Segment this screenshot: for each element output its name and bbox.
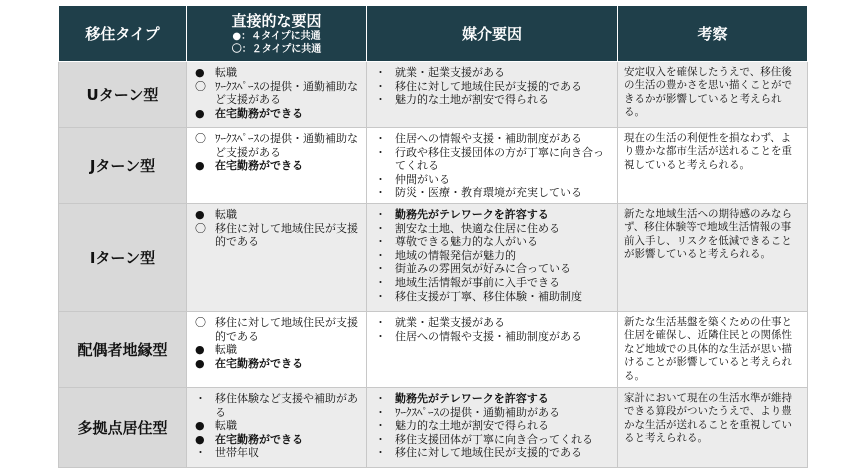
- list-item-text: 割安な土地、快適な住居に住める: [395, 221, 560, 235]
- discussion-text: 安定収入を確保したうえで、移住後の生活の豊かさを思い描くことができるかが影響していると考えられる。: [624, 66, 792, 119]
- discussion-cell: [618, 204, 808, 312]
- table-row: [59, 128, 808, 204]
- bullet-mark: ・: [375, 432, 386, 446]
- list-item: [373, 132, 611, 146]
- direct-factors-list: [187, 312, 366, 372]
- table-row: [59, 62, 808, 128]
- list-item: [373, 330, 611, 344]
- migration-type-label: Uターン型: [59, 62, 187, 128]
- list-item: [193, 222, 360, 249]
- list-item: [193, 446, 360, 460]
- list-item-text: 住居への情報や支援・補助制度がある: [395, 132, 582, 145]
- mediating-factors-cell: [367, 204, 618, 312]
- bullet-mark: ・: [375, 66, 386, 79]
- direct-factors-list: [187, 388, 366, 462]
- mediating-factors-list: [367, 62, 617, 109]
- list-item: [373, 80, 611, 94]
- mediating-factors-cell: [367, 128, 618, 204]
- bullet-mark: ・: [375, 419, 386, 433]
- mediating-factors-cell: [367, 62, 618, 128]
- bullet-mark: ●: [195, 159, 205, 173]
- discussion-text: 家計において現在の生活水準が維持できる算段がついたうえで、より豊かな生活が送れることを重視していると考えられる。: [624, 392, 792, 445]
- bullet-mark: ・: [195, 392, 206, 406]
- list-item-text: 尊敬できる魅力的な人がいる: [395, 235, 538, 249]
- list-item: [373, 208, 611, 222]
- list-item-text: 勤務先がテレワークを許容する: [395, 392, 549, 406]
- list-item: [373, 249, 611, 263]
- list-item-text: 勤務先がテレワークを許容する: [395, 208, 549, 221]
- migration-factors-table: [58, 5, 808, 468]
- direct-factors-list: [187, 204, 366, 251]
- list-item: [193, 343, 360, 357]
- list-item: [193, 132, 360, 159]
- list-item-text: 住居への情報や支援・補助制度がある: [395, 329, 582, 343]
- discussion-cell: [618, 62, 808, 128]
- bullet-mark: ●: [195, 106, 205, 120]
- bullet-mark: ・: [375, 93, 386, 107]
- bullet-mark: ・: [375, 235, 386, 249]
- migration-type-label: Jターン型: [59, 128, 187, 204]
- list-item: [193, 66, 360, 80]
- list-item-text: 移住に対して地域住民が支援的である: [215, 316, 358, 343]
- direct-factors-list: [187, 128, 366, 175]
- migration-type-label: 配偶者地縁型: [59, 312, 187, 388]
- discussion-cell: [618, 388, 808, 468]
- migration-type-label: 多拠点居住型: [59, 388, 187, 468]
- bullet-mark: ●: [195, 66, 205, 79]
- bullet-mark: ・: [375, 145, 386, 159]
- list-item: [193, 107, 360, 121]
- discussion-text: 新たな地域生活への期待感のみならず、移住体験等で地域生活情報の事前入手し、リスクを低減できることが影響していると考えられる。: [624, 208, 792, 261]
- bullet-mark: ・: [375, 79, 386, 93]
- mediating-factors-list: [367, 204, 617, 305]
- list-item: [193, 80, 360, 107]
- list-item: [193, 419, 360, 433]
- bullet-mark: ・: [375, 186, 386, 200]
- bullet-mark: ・: [375, 392, 386, 406]
- mediating-factors-list: [367, 128, 617, 202]
- header-migration-type: 移住タイプ: [59, 6, 187, 62]
- list-item-text: 移住に対して地域住民が支援的である: [395, 79, 582, 93]
- bullet-mark: ・: [195, 446, 206, 460]
- header-discussion: 考察: [618, 6, 808, 62]
- bullet-mark: ・: [375, 446, 386, 460]
- mediating-factors-cell: [367, 388, 618, 468]
- discussion-cell: [618, 128, 808, 204]
- list-item-text: 街並みの雰囲気が好みに合っている: [395, 262, 571, 276]
- bullet-mark: ●: [195, 343, 205, 357]
- direct-factors-cell: [187, 312, 367, 388]
- list-item-text: 在宅勤務ができる: [215, 106, 303, 120]
- list-item-text: 移住支援団体が丁寧に向き合ってくれる: [395, 432, 593, 446]
- list-item: [373, 93, 611, 107]
- bullet-mark: ・: [375, 132, 386, 145]
- list-item: [193, 159, 360, 173]
- direct-factors-list: [187, 62, 366, 122]
- list-item-text: 在宅勤務ができる: [215, 356, 303, 370]
- header-row: [59, 6, 808, 62]
- bullet-mark: ・: [375, 329, 386, 343]
- bullet-mark: ・: [375, 289, 386, 303]
- list-item-text: 在宅勤務ができる: [215, 432, 303, 446]
- list-item-text: 移住体験など支援や補助がある: [215, 392, 358, 419]
- discussion-text: 新たな生活基盤を築くための仕事と住居を確保し、近隣住民との関係性など地域での具体的な生活が思い描けることが影響していると考えられる。: [624, 316, 792, 382]
- list-item: [373, 316, 611, 330]
- list-item: [193, 208, 360, 222]
- direct-factors-cell: [187, 388, 367, 468]
- header-direct-factors: 直接的な要因 ●：４タイプに共通 〇：２タイプに共通: [187, 6, 367, 62]
- bullet-mark: ・: [375, 221, 386, 235]
- table-row: [59, 204, 808, 312]
- bullet-mark: 〇: [195, 79, 206, 93]
- bullet-mark: ・: [375, 316, 386, 329]
- discussion-text: 現在の生活の利便性を損なわず、より豊かな都市生活が送れることを重視していると考えられる。: [624, 132, 792, 171]
- list-item-text: 転職: [215, 208, 237, 221]
- list-item-text: 地域生活情報が事前に入手できる: [395, 275, 560, 289]
- list-item-text: 移住支援が丁寧、移住体験・補助制度: [395, 289, 582, 303]
- bullet-mark: ●: [195, 356, 205, 370]
- list-item-text: 転職: [215, 419, 237, 433]
- migration-type-label: Iターン型: [59, 204, 187, 312]
- list-item-text: 魅力的な土地が割安で得られる: [395, 93, 549, 107]
- list-item-text: 地域の情報発信が魅力的: [395, 248, 516, 262]
- list-item: [373, 173, 611, 187]
- bullet-mark: ・: [375, 262, 386, 276]
- list-item: [193, 433, 360, 447]
- mediating-factors-list: [367, 312, 617, 345]
- bullet-mark: ●: [195, 419, 205, 433]
- list-item: [373, 446, 611, 460]
- direct-factors-cell: [187, 128, 367, 204]
- list-item-text: 世帯年収: [215, 446, 259, 460]
- bullet-mark: ・: [375, 208, 386, 221]
- legend-all-four: ●：４タイプに共通: [232, 30, 321, 42]
- list-item: [373, 290, 611, 304]
- list-item-text: 移住に対して地域住民が支援的である: [215, 221, 358, 249]
- list-item: [373, 433, 611, 447]
- mediating-factors-list: [367, 388, 617, 462]
- bullet-mark: 〇: [195, 221, 206, 235]
- bullet-mark: ●: [195, 432, 205, 446]
- list-item-text: 就業・起業支援がある: [395, 66, 505, 79]
- bullet-mark: ●: [195, 208, 205, 221]
- list-item-text: 移住に対して地域住民が支援的である: [395, 446, 582, 460]
- list-item: [373, 186, 611, 200]
- direct-factors-cell: [187, 204, 367, 312]
- list-item-text: 防災・医療・教育環境が充実している: [395, 186, 582, 200]
- list-item-text: ﾜｰｸｽﾍﾟｰｽの提供・通勤補助など支援がある: [215, 132, 358, 159]
- list-item: [373, 419, 611, 433]
- bullet-mark: ・: [375, 275, 386, 289]
- list-item: [373, 392, 611, 406]
- list-item: [373, 262, 611, 276]
- discussion-cell: [618, 312, 808, 388]
- mediating-factors-cell: [367, 312, 618, 388]
- bullet-mark: ・: [375, 248, 386, 262]
- list-item: [193, 357, 360, 371]
- bullet-mark: 〇: [195, 132, 206, 145]
- list-item: [373, 146, 611, 173]
- list-item: [373, 406, 611, 420]
- list-item-text: ﾜｰｸｽﾍﾟｰｽの提供・通勤補助など支援がある: [215, 79, 358, 107]
- list-item-text: 転職: [215, 66, 237, 79]
- list-item: [373, 222, 611, 236]
- header-mediating-factors: 媒介要因: [367, 6, 618, 62]
- table-row: [59, 312, 808, 388]
- table-row: [59, 388, 808, 468]
- bullet-mark: ・: [375, 405, 386, 419]
- list-item: [373, 276, 611, 290]
- list-item-text: ﾜｰｸｽﾍﾟｰｽの提供・通勤補助がある: [395, 405, 560, 419]
- list-item: [373, 235, 611, 249]
- legend-two-types: 〇：２タイプに共通: [231, 43, 322, 55]
- list-item-text: 仲間がいる: [395, 172, 450, 186]
- direct-factors-cell: [187, 62, 367, 128]
- list-item: [193, 316, 360, 343]
- list-item-text: 転職: [215, 343, 237, 357]
- list-item: [373, 66, 611, 80]
- bullet-mark: ・: [375, 172, 386, 186]
- list-item-text: 在宅勤務ができる: [215, 159, 303, 173]
- list-item-text: 就業・起業支援がある: [395, 316, 505, 329]
- list-item: [193, 392, 360, 419]
- list-item-text: 魅力的な土地が割安で得られる: [395, 419, 549, 433]
- list-item-text: 行政や移住支援団体の方が丁寧に向き合ってくれる: [395, 145, 604, 173]
- bullet-mark: 〇: [195, 316, 206, 329]
